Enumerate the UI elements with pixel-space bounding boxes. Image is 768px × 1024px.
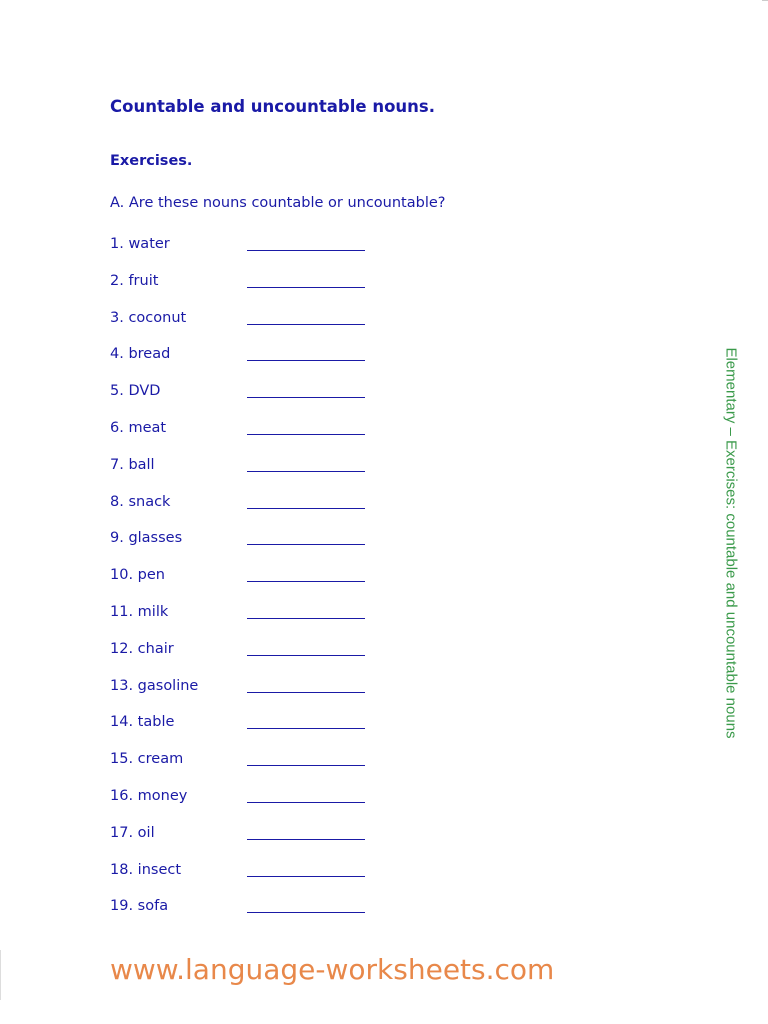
answer-blank <box>247 876 365 877</box>
item-label: 8. snack <box>110 493 171 510</box>
answer-blank <box>247 581 365 582</box>
answer-blank <box>247 765 365 766</box>
side-caption: Elementary – Exercises: countable and uncountable nouns <box>722 347 740 739</box>
answer-blank <box>247 360 365 361</box>
exercise-item <box>110 712 370 749</box>
exercise-item <box>110 786 370 823</box>
answer-blank <box>247 287 365 288</box>
exercise-item <box>110 381 370 418</box>
exercise-item <box>110 308 370 345</box>
exercise-item <box>110 344 370 381</box>
answer-blank <box>247 655 365 656</box>
exercise-item <box>110 455 370 492</box>
exercise-item <box>110 639 370 676</box>
item-label: 13. gasoline <box>110 677 199 694</box>
item-label: 2. fruit <box>110 272 159 289</box>
exercise-item <box>110 271 370 308</box>
answer-blank <box>247 324 365 325</box>
exercise-item <box>110 234 370 271</box>
answer-blank <box>247 250 365 251</box>
answer-blank <box>247 692 365 693</box>
exercise-item <box>110 602 370 639</box>
answer-blank <box>247 508 365 509</box>
item-label: 4. bread <box>110 346 171 363</box>
item-label: 14. table <box>110 714 175 731</box>
exercise-instruction: A. Are these nouns countable or uncountable? <box>110 195 446 211</box>
section-label: Exercises. <box>110 153 193 169</box>
exercise-item <box>110 823 370 860</box>
exercise-item <box>110 860 370 897</box>
answer-blank <box>247 839 365 840</box>
exercise-item <box>110 565 370 602</box>
item-label: 1. water <box>110 236 170 252</box>
answer-blank <box>247 618 365 619</box>
exercise-item <box>110 528 370 565</box>
answer-blank <box>247 397 365 398</box>
page-title: Countable and uncountable nouns. <box>110 97 435 116</box>
edge-mark <box>0 950 1 1000</box>
website-footer: www.language-worksheets.com <box>110 953 555 986</box>
item-label: 3. coconut <box>110 309 187 326</box>
exercise-item <box>110 418 370 455</box>
exercise-item <box>110 749 370 786</box>
item-label: 9. glasses <box>110 530 183 547</box>
exercise-item <box>110 896 370 933</box>
exercise-item <box>110 492 370 529</box>
item-label: 16. money <box>110 787 188 804</box>
item-label: 5. DVD <box>110 383 161 400</box>
answer-blank <box>247 434 365 435</box>
item-label: 18. insect <box>110 861 182 878</box>
answer-blank <box>247 544 365 545</box>
answer-blank <box>247 728 365 729</box>
item-label: 12. chair <box>110 640 174 657</box>
exercise-item-list <box>110 234 370 933</box>
corner-mark <box>762 0 768 1</box>
exercise-item <box>110 676 370 713</box>
item-label: 10. pen <box>110 567 165 584</box>
answer-blank <box>247 912 365 913</box>
answer-blank <box>247 802 365 803</box>
item-label: 17. oil <box>110 824 155 841</box>
item-label: 11. milk <box>110 603 169 620</box>
item-label: 15. cream <box>110 751 184 768</box>
answer-blank <box>247 471 365 472</box>
item-label: 19. sofa <box>110 898 169 915</box>
item-label: 6. meat <box>110 419 167 436</box>
item-label: 7. ball <box>110 456 155 473</box>
